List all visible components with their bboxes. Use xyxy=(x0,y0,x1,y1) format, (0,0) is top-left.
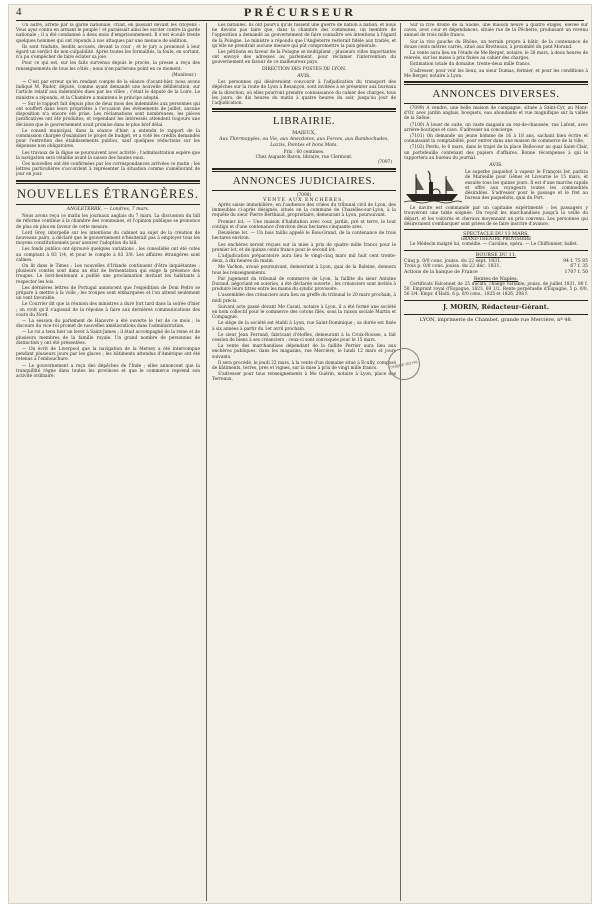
librairie-address: Chez Auguste Baron, libraire, rue Clermont. xyxy=(255,155,353,161)
article-paragraph: Les batailles. Ils ont pourvu qu'ils fussent une guerre de nation à nation, et nous ne devons pas taire que, dans la chambre des communes, un membre de l'opposition a demandé au gouvernement de faire connaître ses intentions à l'égard de la Pologne. Le ministre a répondu que l'Angleterre resterait fidèle aux traités, et qu'elle ne prendrait aucune mesure qui pût compromettre la paix générale. xyxy=(212,23,396,49)
section-rule xyxy=(404,314,588,315)
article-paragraph: Après saisie immobilière, en l'audience des criées du tribunal civil de Lyon, des immeubles ci-après désignés, situés en la commune de Chazelles-sur-Lyon, à la requête du sieur Pierre Berthaud, propriétaire, demeurant à Lyon, poursuivant. xyxy=(212,203,396,219)
article-paragraph: Les fonds publics ont éprouvé quelques variations ; les consolidés ont été cotés au comptant à 83 1/4, et pour le compte à 83 3/8. Les affaires étrangères sont calmes. xyxy=(16,247,200,263)
spectacle-title: SPECTACLE DU 13 MARS. xyxy=(463,232,529,238)
avis-body: Les personnes qui désireraient concourir à l'adjudication du transport des dépêches sur la route de Lyon à Besançon, sont invitées à se présenter aux bureaux de la direction, où elles pourront prendre connaissance du cahier des charges, tous les jours, de dix heures du matin à quatre heures du soir, jusqu'au jour de l'adjudication. xyxy=(212,80,396,107)
article-paragraph: — La session du parlement de Hanovre a été ouverte le 1er de ce mois ; le discours du vice-roi promet de nouvelles améliorations dans l'administration. xyxy=(16,318,200,330)
stock-quotes-table xyxy=(404,259,588,276)
article-paragraph: S'adresser, pour voir les lieux, au sieur Dumas, fermier, et pour les conditions à Me Berger, notaire à Lyon. xyxy=(404,68,588,79)
column-rule xyxy=(400,23,401,901)
editor-signature: J. MORIN, Rédacteur-Gérant. xyxy=(443,303,549,312)
article-paragraph: S'adresser pour tous renseignements à Me Guérin, notaire à Lyon, place des Terreaux. xyxy=(212,372,396,383)
section-rule xyxy=(212,190,396,191)
column-2 xyxy=(212,23,396,901)
article-paragraph: — Sur le rapport fait depuis plus de deux mois des indemnités aux personnes qui ont souffert dans leurs propriétés à l'occasion des événements de juillet, aucune disposition n'a encore été prise. Les réclamations sont nombreuses, les pièces justificatives ont été produites, et cependant les intéressés attendent toujours une décision que le gouvernement avait promise dans le plus bref délai. xyxy=(16,101,200,128)
spectacle-theatre: GRAND-THÉATRE PROVISOIRE xyxy=(460,237,532,243)
article-paragraph: On lit dans le Times : Les nouvelles d'Irlande continuent d'être inquiétantes ; plusieurs comtés sont dans un état de fermentation qui exige la présence des troupes. Le lord-lieutenant a publié une proclamation invitant les habitants à respecter les lois. xyxy=(16,263,200,285)
printer-imprint: LYON, imprimerie de Chambet, grande rue Mercière, nº 48. xyxy=(419,317,573,324)
avis-title: AVIS. xyxy=(489,162,503,169)
avis-title: AVIS. xyxy=(297,73,311,80)
librairie-subtitle: MAIEUX, xyxy=(292,130,316,137)
quote-label: Trois p. 0/0 cons. jouiss. du 22 déc. 1831. xyxy=(404,264,501,270)
article-paragraph: L'assemblée des créanciers aura lieu au greffe du tribunal le 20 mars prochain, à midi précis. xyxy=(212,293,396,304)
section-title-annonces-judiciaires: ANNONCES JUDICIAIRES. xyxy=(232,174,376,187)
article-paragraph: Le sieur Jean Ferrand, fabricant d'étoffes, demeurant à la Croix-Rousse, a fait cession de biens à ses créanciers ; ceux-ci sont convoqués pour le 15 mars. xyxy=(212,332,396,343)
article-paragraph: Un autre, arrêté par la garde nationale, criait, en passant devant les citoyens : Vous ayez connu en armant le peuple ! et paraissait ainsi les exciter contre la garde nationale ; il a été condamné à deux mois d'emprisonnement. Il s'est écoulé trente quelques hommes qui ont répondu à nos attaques par une menace de sédition. xyxy=(16,23,200,44)
article-paragraph: Ces nouvelles ont été confirmées par les correspondances arrivées ce matin ; les lettres particulières s'accordent à représenter la situation comme s'améliorant de jour en jour. xyxy=(16,162,200,178)
column-rule xyxy=(206,23,207,901)
librairie-number: (7097) xyxy=(377,160,392,166)
article-paragraph: (7100) A louer de suite, un vaste magasin au rez-de-chaussée, rue Lafont, avec arrière-boutique et cave. S'adresser au concierge. xyxy=(404,122,588,133)
section-title-foreign-news: NOUVELLES ÉTRANGÈRES. xyxy=(16,186,200,201)
page-number: 4 xyxy=(16,6,22,18)
section-rule xyxy=(404,229,588,230)
section-rule xyxy=(212,108,396,112)
header-rule xyxy=(16,20,584,21)
quote-value: 1707 f. 50 xyxy=(564,270,588,276)
article-paragraph: L'adjudication préparatoire aura lieu le vingt-cinq mars mil huit cent trente-deux, à dix heures du matin. xyxy=(212,253,396,265)
dateline: ANGLETERRE. — Londres, 7 mars. xyxy=(66,206,150,212)
section-rule xyxy=(16,180,200,184)
librairie-book-title: Aux Thermopyles, ou Vie, aux Anecdotes, aux Forces, aux Bambochades, Lazzis, Pointes et bons Mots. xyxy=(219,137,389,148)
quote-label: Actions de la banque de France xyxy=(404,270,478,276)
section-rule xyxy=(212,168,396,172)
article-paragraph: (7099) A vendre, une belle maison de campagne, située à Saint-Cyr, au Mont-d'Or, avec jardin anglais, bosquets, eau abondante et vue magnifique sur la vallée de la Saône. xyxy=(404,106,588,122)
steamship-advert xyxy=(404,170,588,204)
rentes-body: Certificats Falconnet de 25 ducats, change variable, jouiss. de juillet 1831, 80 f. 50. Emprunt royal d'Espagne, 1823, 69 1/2. Rente perpétuelle d'Espagne, 5 p. 0/0, 56 3/4. Empr. d'Haïti, 6 p. 0/0 cons., 1825 et 1826, 208 f. xyxy=(404,281,588,298)
article-paragraph: Nous avons reçu ce matin les journaux anglais du 7 mars. La discussion du bill de réforme continue à la chambre des communes, et l'opinion publique se prononce de plus en plus en faveur de cette mesure. xyxy=(16,214,200,230)
article-paragraph: Les travaux de la digue se poursuivent avec activité ; l'administration espère que la navigation sera rétablie avant la saison des hautes eaux. xyxy=(16,150,200,161)
article-paragraph: Sur la rive gauche du Rhône, un terrain propre à bâtir, de la contenance de douze cents mètres carrés, situé aux Brotteaux, à proximité du pont Morand. xyxy=(404,39,588,50)
quote-value: 67 f. 35 xyxy=(570,264,588,270)
column-1 xyxy=(16,23,200,901)
vente-title: VENTE AUX ENCHÈRES, xyxy=(263,197,345,203)
rentes-title: Rentes de Naples. xyxy=(473,276,519,282)
steamship-text: Le superbe paquebot à vapeur le François Ier, partira de Marseille pour Gênes et Livourne le 15 mars, et ensuite tous les quinze jours. Il est d'une marche rapide et offre aux voyageurs toutes les commodités désirables. S'adresser pour le passage et le fret au bureau des paquebots, quai du Port. xyxy=(465,170,588,202)
spectacle-program: Le Médecin malgré lui, comédie. — Caroline, opéra. — Le Chiffonnier, ballet. xyxy=(410,242,579,248)
article-paragraph: Deuxième lot. — Un bois taillis appelé le Bois-Grand, de la contenance de trois hectares environ. xyxy=(212,231,396,242)
section-rule xyxy=(404,103,588,104)
article-paragraph: — Le roi a tenu hier un lever à Saint-James ; il était accompagné de la reine et de plusieurs membres de la famille royale. Un grand nombre de personnes de distinction y ont été présentées. xyxy=(16,330,200,346)
signature: (Moniteur.) xyxy=(171,72,196,78)
article-paragraph: Pour ce qui est, sur les faits survenus depuis le procès, la presse a reçu des renseignements de tous les côtés ; nous n'en parlerons point en ce moment. xyxy=(16,61,200,72)
page-header xyxy=(16,4,584,20)
article-paragraph: — Le gouvernement a reçu des dépêches de l'Inde ; elles annoncent que la tranquillité règne dans toutes les provinces et que le commerce reprend son activité ordinaire. xyxy=(16,363,200,379)
article-paragraph: La vente aura lieu en l'étude de Me Berger, notaire, le 26 mars, à deux heures de relevée, sur les mises à prix fixées au cahier des charges. xyxy=(404,51,588,62)
article-paragraph: Les dernières lettres de Portugal annoncent que l'expédition de Dom Pedro se prépare à mettre à la voile ; les troupes sont embarquées et l'on attend seulement un vent favorable. xyxy=(16,285,200,302)
article-paragraph: (7102) Perdu, le 6 mars, dans le trajet de la place Bellecour au quai Saint-Clair, un portefeuille contenant des papiers d'affaires. Bonne récompense à qui le rapportera au bureau du journal. xyxy=(404,145,588,161)
table-row xyxy=(404,270,588,276)
quote-label: Cinq p. 0/0 cons. jouiss. du 22 sept. 1831. xyxy=(404,258,502,264)
tax-stamp-seal: TIMBRE ROYAL xyxy=(385,345,423,383)
article-paragraph: Me Vachon, avoué poursuivant, demeurant à Lyon, quai de la Baleine, donnera tous les renseignements. xyxy=(212,265,396,276)
section-title-librairie: LIBRAIRIE. xyxy=(272,115,336,128)
annonce-number: (7098) xyxy=(296,192,312,198)
section-rule xyxy=(404,81,588,85)
article-paragraph: Lord Grey, interpellé sur les intentions du cabinet au sujet de la création de nouveaux pairs, a déclaré que le gouvernement n'hésiterait pas à employer tous les moyens constitutionnels pour assurer l'adoption du bill. xyxy=(16,230,200,247)
article-paragraph: Suivant acte passé devant Me Casati, notaire à Lyon, il a été formé une société en nom collectif pour le commerce des cotons filés, sous la raison sociale Martin et Compagnie. xyxy=(212,304,396,321)
article-paragraph: Il sera procédé, le jeudi 22 mars, à la vente d'un domaine situé à Écully, composé de bâtiments, terres, prés et vignes, sur la mise à prix de vingt mille francs. xyxy=(212,360,396,371)
section-rule xyxy=(404,300,588,301)
article-paragraph: Le navire est commandé par un capitaine expérimenté ; les passagers y trouveront une table soignée. On reçoit les marchandises jusqu'à la veille du départ, et les voitures et chevaux moyennant un prix convenu. Les personnes qui désireraient s'embarquer sont priées de se faire inscrire d'avance. xyxy=(404,206,588,227)
article-paragraph: (7101) On demande un jeune homme de 16 à 18 ans, sachant bien écrire et connaissant la comptabilité, pour entrer dans une maison de commerce de la ville. xyxy=(404,134,588,145)
article-paragraph: Le siège de la société est établi à Lyon, rue Saint-Dominique ; sa durée est fixée à six années à partir du 1er avril prochain. xyxy=(212,321,396,332)
quote-value: 94 f. 75 85 xyxy=(563,258,588,264)
article-paragraph: Le conseil municipal, dans la séance d'hier, a entendu le rapport de la commission chargée d'examiner le projet de budget, et a voté les crédits demandés pour l'entretien des établissements publics, sauf quelques réductions sur les dépenses non obligatoires. xyxy=(16,128,200,150)
notice-header: DIRECTION DES POSTES DE LYON. xyxy=(261,66,347,72)
article-paragraph: Premier lot. — Une maison d'habitation avec cour, jardin, pré et terre, le tout contigu et d'une contenance d'environ deux hectares cinquante ares. xyxy=(212,219,396,230)
article-paragraph: La vente des marchandises dépendant de la faillite Perrier aura lieu aux enchères publiques, dans les magasins, rue Mercière, le lundi 12 mars et jours suivants. xyxy=(212,344,396,360)
section-title-annonces-diverses: ANNONCES DIVERSES. xyxy=(432,88,560,101)
section-rule xyxy=(404,250,588,251)
article-paragraph: Ils sont traduits, lesdits accusés, devant la cour ; et le jury a prononcé à leur égard un verdict de non-culpabilité. Après toutes les formalités, la foule, en sortant, n'a pu s'empêcher de faire éclater sa joie. xyxy=(16,44,200,61)
article-paragraph: Les enchères seront reçues sur la mise à prix de quatre mille francs pour le premier lot, et de quinze cents francs pour le second lot. xyxy=(212,242,396,253)
librairie-price: Prix : 60 centimes. xyxy=(283,150,325,156)
article-paragraph: — On écrit de Liverpool que la navigation de la Mersey a été interrompue pendant plusieurs jours par les glaces ; les bâtiments attendus d'Amérique ont été retenus à l'embouchure. xyxy=(16,346,200,363)
article-paragraph: — C'est par erreur qu'en rendant compte de la séance d'avant-hier, nous avons indiqué M. Ruder, député, comme ayant demandé une nouvelle délibération, sur l'article relatif aux indemnités dues par les villes ; c'était le député de la Loire. Le ministre a répondu, et la Chambre a maintenu le principe adopté. xyxy=(16,80,200,101)
article-paragraph: Estimation totale du domaine, trente-deux mille francs. xyxy=(410,62,531,68)
article-paragraph: Par jugement du tribunal de commerce de Lyon, la faillite du sieur Antoine Durand, négociant en soieries, a été déclarée ouverte ; les créanciers sont invités à produire leurs titres entre les mains du syndic provisoire. xyxy=(212,276,396,293)
bourse-title: BOURSE DU 11. xyxy=(475,252,517,258)
section-rule xyxy=(16,204,200,205)
article-paragraph: Sur la rive droite de la Saône, une maison neuve à quatre étages, élevée sur caves, avec cour et dépendances, située rue de la Pêcherie, produisant un revenu annuel de trois mille francs. xyxy=(404,23,588,39)
column-3 xyxy=(404,23,588,901)
steamship-icon xyxy=(404,170,462,204)
article-paragraph: Les pétitions en faveur de la Pologne se multiplient ; plusieurs villes importantes ont envoyé des adresses au parlement, pour réclamer l'intervention du gouvernement en faveur de ce malheureux pays. xyxy=(212,50,396,66)
newspaper-page xyxy=(8,4,592,904)
masthead: PRÉCURSEUR xyxy=(243,4,356,19)
article-paragraph: Le Courrier dit que la réunion des ministres a duré fort tard dans la soirée d'hier ; on croit qu'il s'agissait de la réponse à faire aux dernières communications des cours du Nord. xyxy=(16,302,200,318)
